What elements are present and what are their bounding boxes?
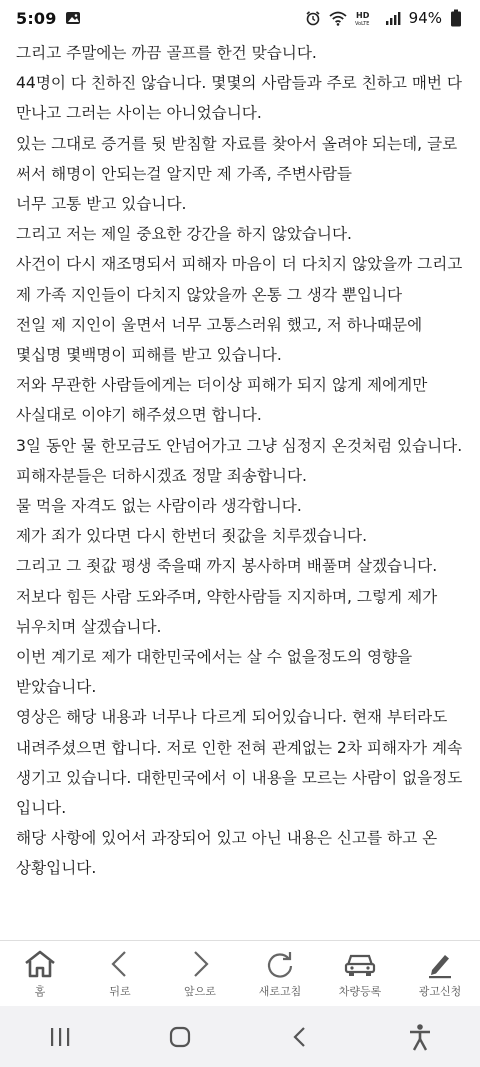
system-nav-bar bbox=[0, 1006, 480, 1067]
nav-back-button[interactable] bbox=[80, 949, 160, 999]
wifi-icon bbox=[329, 10, 347, 26]
chevron-right-icon bbox=[183, 949, 217, 979]
article-paragraph: 영상은 해당 내용과 너무나 다르게 되어있습니다. 현재 부터라도 내려주셨으면 합니다. 저로 인한 전혀 관계없는 2차 피해자가 계속 생기고 있습니다. 대한민국에서 이 내용을 모르는 사람이 없을정도 입니다. bbox=[16, 708, 463, 818]
article-paragraph: 이번 계기로 제가 대한민국에서는 살 수 없을정도의 영향을 받았습니다. bbox=[16, 648, 413, 697]
home-circle-icon bbox=[168, 1025, 192, 1049]
article-paragraph: 너무 고통 받고 있습니다. bbox=[16, 195, 187, 214]
svg-text:VoLTE: VoLTE bbox=[354, 21, 370, 26]
home-icon bbox=[23, 949, 57, 979]
accessibility-icon bbox=[408, 1023, 432, 1051]
hd-volte-icon bbox=[355, 10, 377, 26]
gallery-notification-icon bbox=[65, 10, 81, 26]
article-paragraph: 44명이 다 친하진 않습니다. 몇몇의 사람들과 주로 친하고 매번 다 만나고 그러는 사이는 아니었습니다. bbox=[16, 74, 463, 123]
pencil-icon bbox=[423, 949, 457, 979]
bottom-nav bbox=[0, 940, 480, 1006]
article-paragraph: 해당 사항에 있어서 과장되어 있고 아닌 내용은 신고를 하고 온 상황입니다. bbox=[16, 829, 438, 878]
status-bar bbox=[0, 0, 480, 36]
system-back-button[interactable] bbox=[270, 1017, 330, 1057]
system-home-button[interactable] bbox=[150, 1017, 210, 1057]
article-paragraph: 피해자분들은 더하시겠죠 정말 죄송합니다. bbox=[16, 466, 307, 485]
nav-home-label: 홈 bbox=[34, 985, 46, 998]
status-left bbox=[16, 9, 81, 28]
nav-refresh-label: 새로고침 bbox=[258, 985, 302, 998]
article-paragraph: 저보다 힘든 사람 도와주며, 약한사람들 지지하며, 그렇게 제가 뉘우치며 살겠습니다. bbox=[16, 587, 438, 636]
recent-apps-icon bbox=[48, 1026, 72, 1048]
article-paragraph: 사건이 다시 재조명되서 피해자 마음이 더 다치지 않았을까 그리고 제 가족 지인들이 다치지 않았을까 온통 그 생각 뿐입니다 bbox=[16, 255, 463, 304]
refresh-icon bbox=[263, 949, 297, 979]
car-icon bbox=[343, 949, 377, 979]
battery-percent: 94% bbox=[408, 9, 442, 27]
chevron-left-icon bbox=[103, 949, 137, 979]
recent-apps-button[interactable] bbox=[30, 1017, 90, 1057]
nav-car-register-button[interactable] bbox=[320, 949, 400, 999]
article-paragraph: 있는 그대로 증거를 뒷 받침할 자료를 찾아서 올려야 되는데, 글로 써서 해명이 안되는걸 알지만 제 가족, 주변사람들 bbox=[16, 134, 458, 183]
article-paragraph: 그리고 저는 제일 중요한 강간을 하지 않았습니다. bbox=[16, 225, 352, 244]
article-paragraph: 물 먹을 자격도 없는 사람이라 생각합니다. bbox=[16, 497, 302, 516]
status-time: 5:09 bbox=[16, 8, 57, 28]
article-paragraph: 그리고 주말에는 까끔 골프를 한건 맞습니다. bbox=[16, 44, 317, 62]
article-paragraph: 전일 제 지인이 울면서 너무 고통스러워 했고, 저 하나때문에 몇십명 몇백명이 피해를 받고 있습니다. bbox=[16, 315, 423, 365]
article-paragraph: 그리고 그 죗값 평생 죽을때 까지 봉사하며 배풀며 살겠습니다. bbox=[16, 557, 438, 576]
alarm-icon bbox=[305, 10, 321, 26]
article-paragraph: 3일 동안 물 한모금도 안넘어가고 그냥 심정지 온것처럼 있습니다. bbox=[16, 436, 463, 455]
nav-refresh-button[interactable] bbox=[240, 949, 320, 999]
nav-forward-label: 앞으로 bbox=[184, 985, 216, 998]
nav-ad-request-button[interactable] bbox=[400, 949, 480, 999]
nav-car-register-label: 차량등록 bbox=[338, 985, 382, 998]
nav-forward-button[interactable] bbox=[160, 949, 240, 999]
back-icon bbox=[290, 1025, 310, 1049]
nav-back-label: 뒤로 bbox=[109, 985, 131, 998]
nav-home-button[interactable] bbox=[0, 949, 80, 999]
nav-ad-request-label: 광고신청 bbox=[418, 985, 462, 998]
article-body bbox=[0, 38, 480, 938]
accessibility-button[interactable] bbox=[390, 1017, 450, 1057]
article-paragraph: 저와 무관한 사람들에게는 더이상 피해가 되지 않게 제에게만 사실대로 이야기 해주셨으면 합니다. bbox=[16, 376, 428, 425]
article-paragraph: 제가 죄가 있다면 다시 한번더 죗값을 치루겠습니다. bbox=[16, 527, 368, 546]
battery-icon bbox=[450, 9, 462, 27]
svg-text:HD: HD bbox=[355, 11, 369, 20]
signal-icon bbox=[385, 10, 401, 26]
status-right bbox=[305, 9, 462, 27]
